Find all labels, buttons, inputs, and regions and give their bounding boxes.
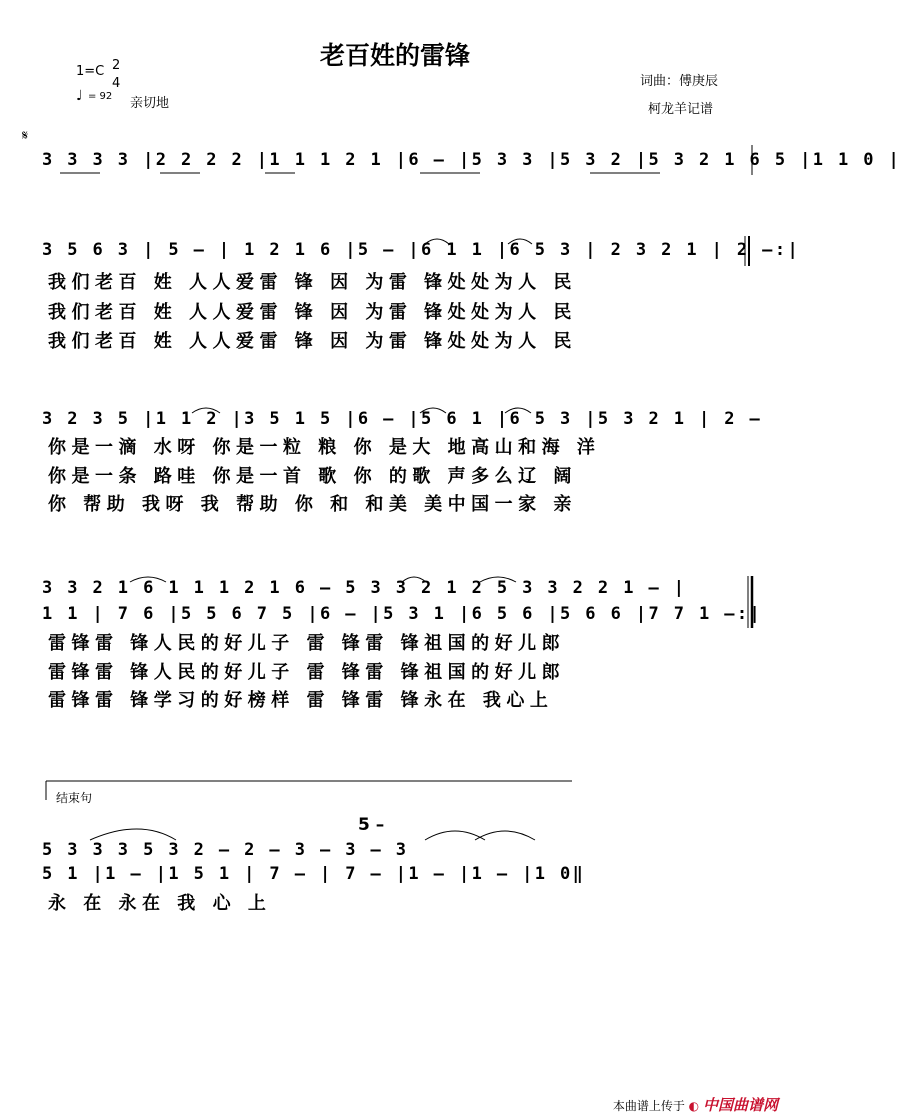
lyrics-line-4-verse-2: 雷锋雷 锋人民的好儿子 雷 锋雷 锋祖国的好儿郎	[48, 662, 566, 683]
site-logo-icon: ◐	[688, 1099, 700, 1113]
notation-line-1: 3 3 3 3 |2 2 2 2 |1 1 1 2 1 |6 – |5 3 3 |5 3 2 |5 3 2 1 6 5 |1 1 0 |	[42, 150, 901, 170]
ending-notation-upper: 5 3 3 3 5 3 2 – 2 – 3 – 3 – 3	[42, 840, 409, 860]
time-signature-bottom: 4	[112, 76, 121, 91]
notation-line-4-upper: 3 3 2 1 6 1 1 1 2 1 6 – 5 3 3 2 1 2 5 3 3 2 2 1 – |	[42, 578, 687, 598]
segno-icon: 𝄋	[22, 128, 29, 144]
notation-line-3: 3 2 3 5 |1 1 2 |3 5 1 5 |6 – |5 6 1 |6 5 3 |5 3 2 1 | 2 –	[42, 409, 763, 429]
ending-top-note: 5 –	[358, 815, 385, 835]
page-title: 老百姓的雷锋	[319, 41, 470, 70]
time-signature-top: 2	[112, 58, 121, 73]
ending-label: 结束句	[56, 791, 93, 805]
lyrics-line-3-verse-1: 你是一滴 水呀 你是一粒 粮 你 是大 地高山和海 洋	[48, 437, 601, 458]
lyrics-line-3-verse-2: 你是一条 路哇 你是一首 歌 你 的歌 声多么辽 阔	[48, 466, 577, 487]
lyrics-line-2-verse-1: 我们老百 姓 人人爱雷 锋 因 为雷 锋处处为人 民	[48, 272, 577, 293]
lyrics-line-4-verse-1: 雷锋雷 锋人民的好儿子 雷 锋雷 锋祖国的好儿郎	[48, 633, 566, 654]
lyrics-line-4-verse-3: 雷锋雷 锋学习的好榜样 雷 锋雷 锋永在 我心上	[48, 690, 554, 711]
transcriber-credit: 柯龙羊记谱	[648, 102, 714, 117]
expression-mark: 亲切地	[130, 96, 170, 111]
notation-line-2: 3 5 6 3 | 5 – | 1 2 1 6 |5 – |6 1 1 |6 5 3 | 2 3 2 1 | 2 –:|	[42, 240, 801, 260]
key-signature: 1=C	[76, 64, 105, 79]
tempo: = 92	[88, 91, 113, 102]
footer-upload-text: 本曲谱上传于	[612, 1099, 685, 1113]
site-brand[interactable]: 中国曲谱网	[702, 1096, 778, 1114]
lyrics-line-2-verse-3: 我们老百 姓 人人爱雷 锋 因 为雷 锋处处为人 民	[48, 331, 577, 352]
ending-notation-lower: 5 1 |1 – |1 5 1 | 7 – | 7 – |1 – |1 – |1 0‖	[42, 864, 586, 884]
lyrics-line-2-verse-2: 我们老百 姓 人人爱雷 锋 因 为雷 锋处处为人 民	[48, 302, 577, 323]
notation-line-4-lower: 1 1 | 7 6 |5 5 6 7 5 |6 – |5 3 1 |6 5 6 |5 6 6 |7 7 1 –:|	[42, 604, 763, 624]
ending-lyrics: 永 在 永在 我 心 上	[48, 893, 272, 914]
quarter-note-icon: ♩	[76, 88, 83, 104]
composer-credit: 词曲：傅庚辰	[640, 74, 719, 89]
footer	[613, 1094, 778, 1115]
lyrics-line-3-verse-3: 你 帮助 我呀 我 帮助 你 和 和美 美中国一家 亲	[48, 494, 577, 515]
